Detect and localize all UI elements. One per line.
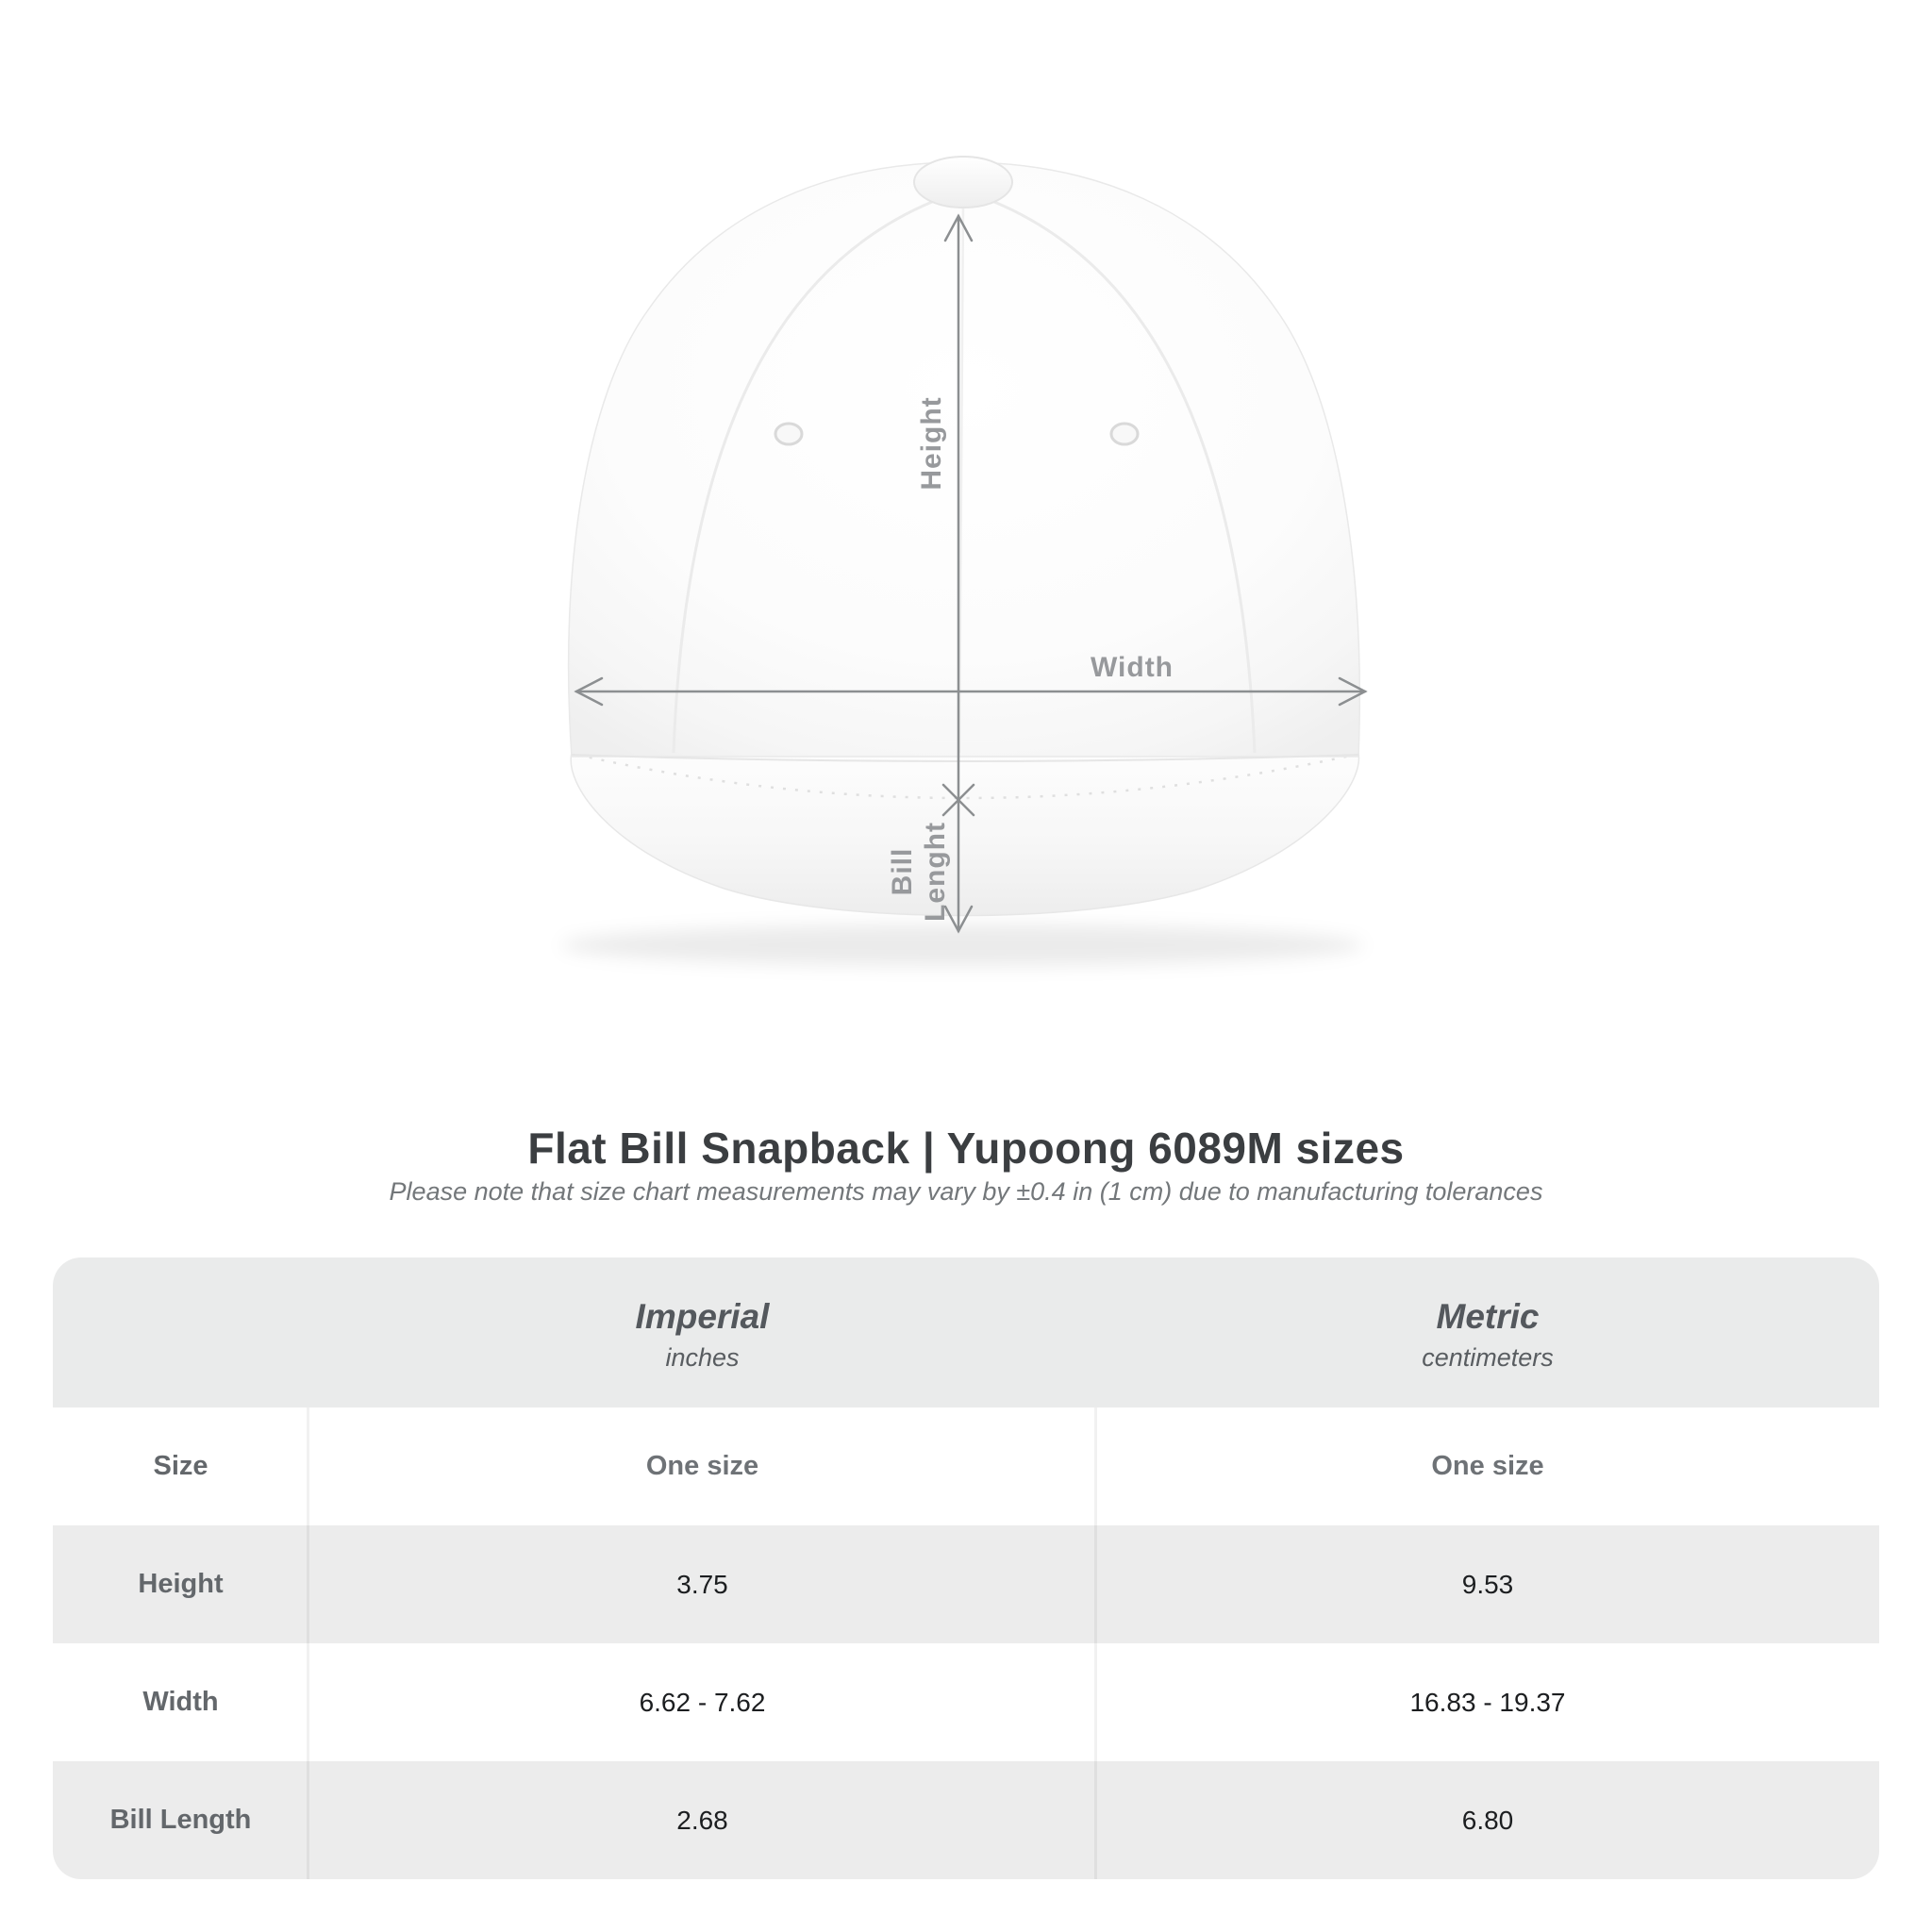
eyelet-left-icon [775, 424, 802, 444]
column-divider [307, 1407, 309, 1879]
width-label: Width [1090, 652, 1174, 683]
page-title: Flat Bill Snapback | Yupoong 6089M sizes [527, 1124, 1405, 1173]
row-label-cell: Bill Length [109, 1805, 252, 1835]
metric-value-cell: One size [1431, 1451, 1544, 1481]
bill-length-label [886, 791, 952, 952]
row-label-cell: Height [138, 1569, 224, 1599]
height-label: Height [916, 396, 947, 491]
metric-title: Metric [1436, 1296, 1540, 1336]
table-row-size [53, 1407, 1879, 1525]
table-row-width [53, 1643, 1879, 1761]
imperial-header [308, 1257, 1096, 1407]
table-row-bill-length [53, 1761, 1879, 1879]
hat-crown [569, 162, 1360, 757]
metric-unit: centimeters [1422, 1342, 1554, 1372]
imperial-value-cell: One size [645, 1451, 759, 1481]
eyelet-right-icon [1111, 424, 1138, 444]
hat-bill [571, 753, 1358, 916]
size-table-header [53, 1257, 1879, 1407]
bill-length-label-line2: Lenght [920, 822, 951, 922]
metric-value-cell: 16.83 - 19.37 [1409, 1687, 1566, 1717]
bill-length-label-line1: Bill [887, 847, 918, 896]
size-table-body [53, 1407, 1879, 1879]
header-spacer [53, 1257, 308, 1407]
hat-button [914, 157, 1012, 208]
row-label-cell: Size [153, 1451, 208, 1481]
imperial-value-cell: 2.68 [676, 1805, 728, 1835]
metric-value-cell: 6.80 [1461, 1805, 1514, 1835]
column-divider [1094, 1407, 1097, 1879]
imperial-value-cell: 6.62 - 7.62 [639, 1687, 766, 1717]
imperial-title: Imperial [635, 1296, 770, 1336]
table-row-height [53, 1525, 1879, 1643]
page-subtitle: Please note that size chart measurements may vary by ±0.4 in (1 cm) due to manufacturing tolerances [389, 1177, 1543, 1206]
imperial-unit: inches [665, 1342, 740, 1372]
metric-header [1096, 1257, 1879, 1407]
metric-value-cell: 9.53 [1461, 1569, 1514, 1599]
size-table [53, 1257, 1879, 1879]
row-label-cell: Width [142, 1687, 219, 1717]
hat-shadow [561, 924, 1363, 966]
imperial-value-cell: 3.75 [676, 1569, 728, 1599]
